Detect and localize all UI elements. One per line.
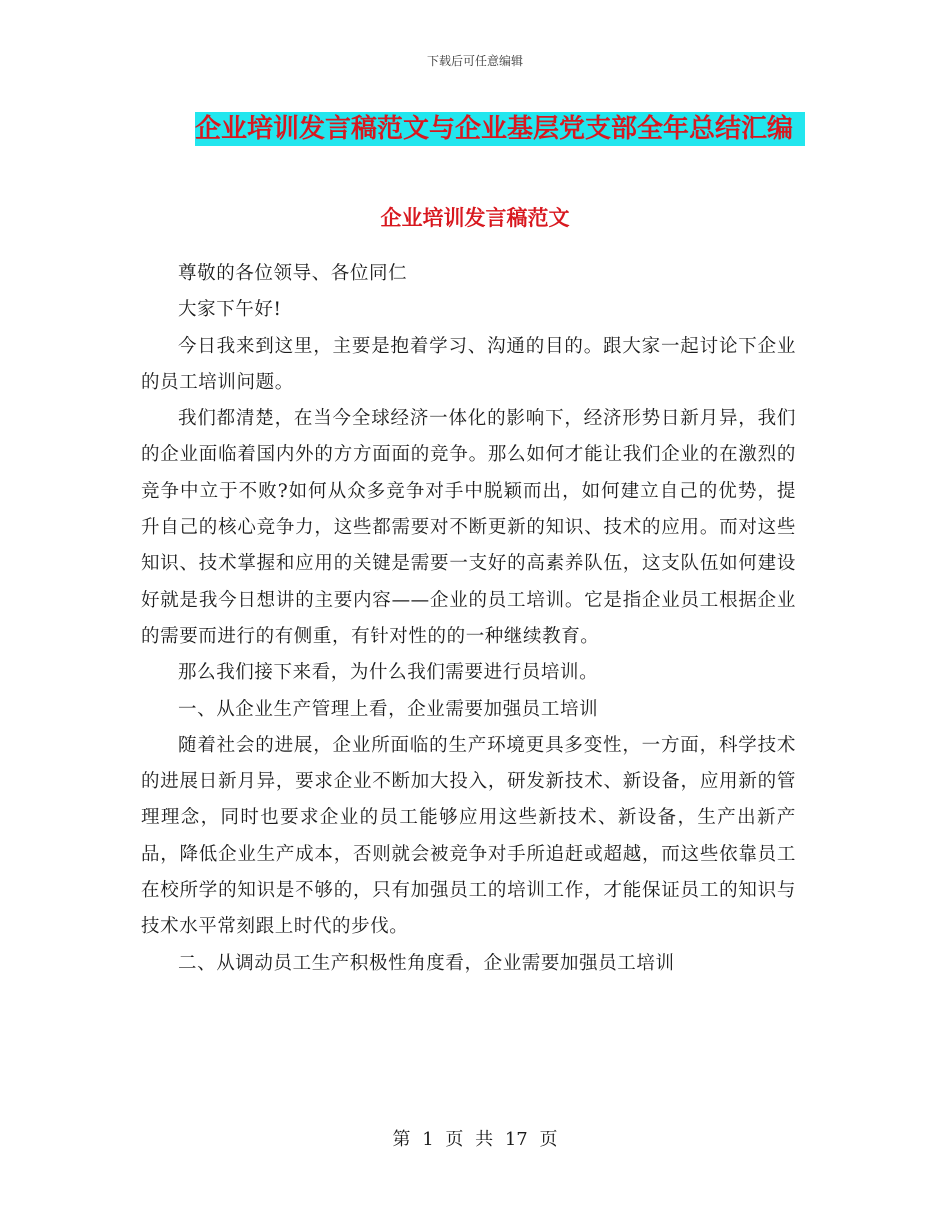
paragraph: 尊敬的各位领导、各位同仁: [178, 263, 408, 284]
header-note: 下载后可任意编辑: [426, 54, 523, 68]
paragraph: 二、从调动员工生产积极性角度看，企业需要加强员工培训: [178, 952, 675, 974]
paragraph: 随着社会的进展，企业所面临的生产环境更具多变性，一方面，科学技术的进展日新月异，要求企业不断加大投入，研发新技术、新设备，应用新的管理理念，同时也要求企业的员工能够应用这些新技术、新设备，生产出新产品，降低企业生产成本，否则就会被竞争对手所追赶或超越，而这些依靠员工在校所学的知识是不够的，只有加强员工的培训工作，才能保证员工的知识与技术水平常刻跟上时代的步伐。: [141, 734, 796, 938]
paragraph: 那么我们接下来看，为什么我们需要进行员培训。: [178, 662, 599, 684]
main-title-highlight: [195, 112, 805, 146]
paragraph: 大家下午好!: [178, 299, 282, 321]
document-body: [141, 220, 796, 982]
main-title: 企业培训发言稿范文与企业基层党支部全年总结汇编: [195, 114, 794, 144]
paragraph: 今日我来到这里，主要是抱着学习、沟通的目的。跟大家一起讨论下企业的员工培训问题。: [141, 335, 796, 393]
paragraph: 我们都清楚，在当今全球经济一体化的影响下，经济形势日新月异，我们的企业面临着国内外的方方面面的竞争。那么如何才能让我们企业的在激烈的竞争中立于不败?如何从众多竞争对手中脱颖而出，如何建立自己的优势，提升自己的核心竞争力，这些都需要对不断更新的知识、技术的应用。而对这些知识、技术掌握和应用的关键是需要一支好的高素养队伍，这支队伍如何建设好就是我今日想讲的主要内容——企业的员工培训。它是指企业员工根据企业的需要而进行的有侧重，有针对性的的一种继续教育。: [141, 408, 796, 647]
page-number: 第 1 页 共 17 页: [392, 1129, 558, 1150]
section-title: 企业培训发言稿范文: [380, 206, 570, 230]
paragraph: 一、从企业生产管理上看，企业需要加强员工培训: [178, 698, 599, 720]
